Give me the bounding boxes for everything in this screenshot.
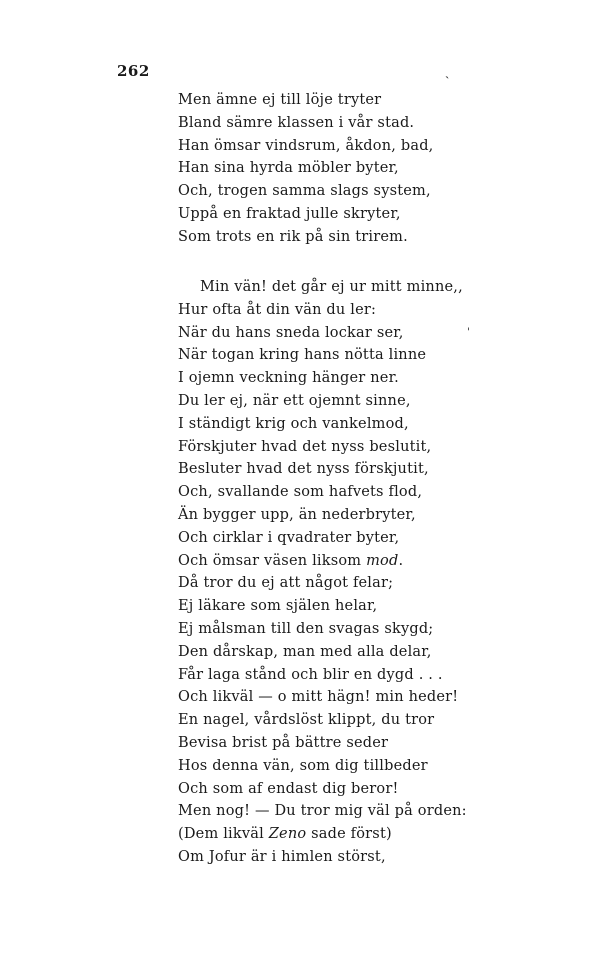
verse-line: I ständigt krig och vankelmod, bbox=[178, 415, 409, 432]
page-number: 262 bbox=[117, 62, 150, 80]
verse-line: Han ömsar vindsrum, åkdon, bad, bbox=[178, 137, 434, 154]
verse-line: Min vän! det går ej ur mitt minne,, bbox=[200, 279, 463, 295]
verse-italic: mod bbox=[366, 552, 399, 569]
stray-mark: ' bbox=[467, 327, 470, 338]
verse-line: Hur ofta åt din vän du ler: bbox=[178, 301, 377, 318]
verse-line: Och som af endast dig beror! bbox=[178, 780, 399, 797]
verse-line: När togan kring hans nötta linne bbox=[178, 347, 427, 364]
verse-line: Han sina hyrda möbler byter, bbox=[178, 160, 399, 177]
printer-mark: ˎ bbox=[445, 65, 450, 80]
verse-line: Och, svallande som hafvets flod, bbox=[178, 484, 423, 501]
verse-line: Uppå en fraktad julle skryter, bbox=[178, 205, 401, 222]
verse-line: Och cirklar i qvadrater byter, bbox=[178, 529, 400, 546]
verse-line-zeno bbox=[178, 823, 467, 846]
verse-line-mod bbox=[178, 550, 467, 573]
verse-line: Bland sämre klassen i vår stad. bbox=[178, 114, 415, 131]
verse-line: Men nog! — Du tror mig väl på orden: bbox=[178, 803, 467, 820]
verse-text: (Dem likväl bbox=[178, 826, 269, 843]
verse-line: Får laga stånd och blir en dygd . . . bbox=[178, 666, 443, 683]
verse-line: Den dårskap, man med alla delar, bbox=[178, 643, 432, 660]
verse-italic: Zeno bbox=[268, 826, 307, 843]
verse-line: Om Jofur är i himlen störst, bbox=[178, 848, 386, 865]
verse-line: Förskjuter hvad det nyss beslutit, bbox=[178, 438, 432, 455]
verse-text: . bbox=[398, 552, 404, 569]
verse-line: Än bygger upp, än nederbryter, bbox=[178, 506, 416, 523]
verse-line: Ej målsman till den svagas skygd; bbox=[178, 620, 434, 637]
verse-line: Besluter hvad det nyss förskjutit, bbox=[178, 461, 429, 478]
verse-line: Och, trogen samma slags system, bbox=[178, 183, 431, 200]
verse-line: Du ler ej, när ett ojemnt sinne, bbox=[178, 392, 411, 409]
verse-line: En nagel, vårdslöst klippt, du tror bbox=[178, 712, 435, 729]
verse-line: Men ämne ej till löje tryter bbox=[178, 92, 382, 108]
verse-line: Ej läkare som själen helar, bbox=[178, 598, 378, 615]
verse-line: När du hans sneda lockar ser, bbox=[178, 324, 404, 341]
stanza-1 bbox=[178, 89, 434, 249]
verse-line: Och likväl — o mitt hägn! min heder! bbox=[178, 689, 459, 706]
verse-line: I ojemn veckning hänger ner. bbox=[178, 370, 399, 387]
verse-line: Bevisa brist på bättre seder bbox=[178, 734, 389, 751]
stanza-2 bbox=[178, 276, 467, 869]
verse-line: Som trots en rik på sin trirem. bbox=[178, 228, 408, 245]
verse-text: sade först) bbox=[306, 826, 392, 843]
verse-text: Och ömsar väsen liksom bbox=[178, 552, 367, 569]
verse-line: Hos denna vän, som dig tillbeder bbox=[178, 757, 428, 774]
verse-line: Då tror du ej att något felar; bbox=[178, 575, 394, 592]
